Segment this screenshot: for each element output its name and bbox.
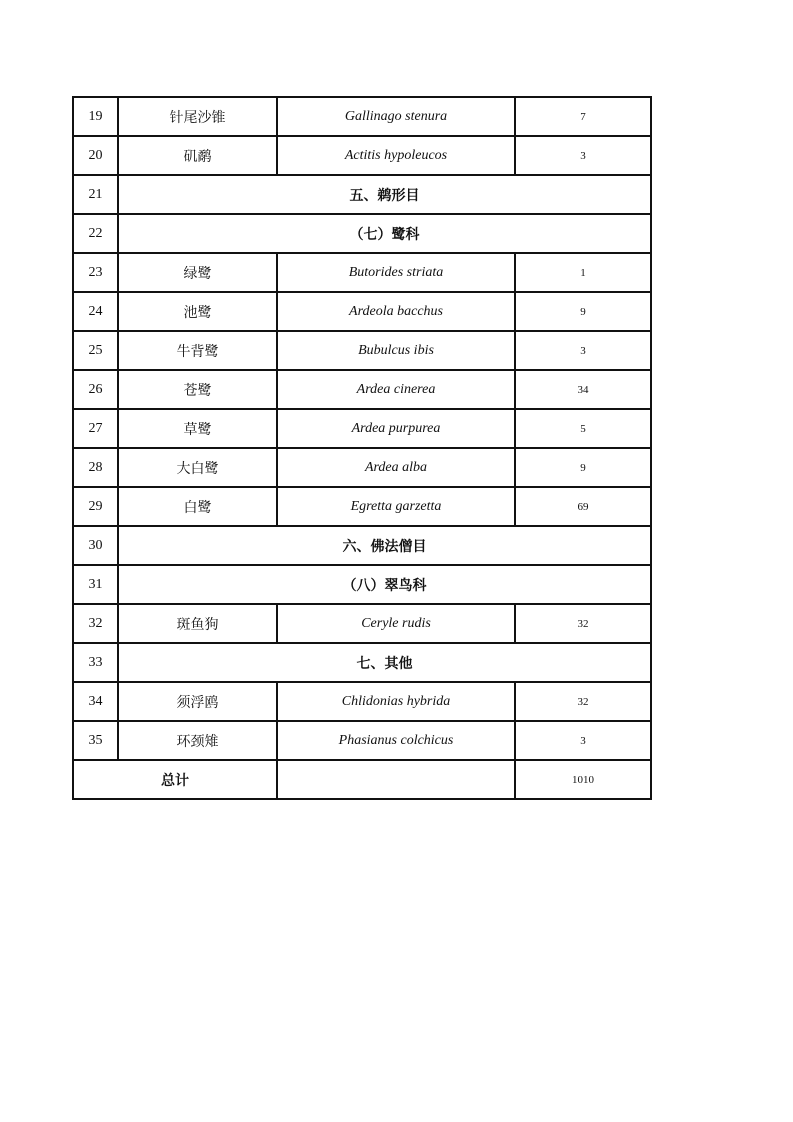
- scientific-name: Gallinago stenura: [277, 97, 515, 136]
- chinese-name: 大白鹭: [118, 448, 277, 487]
- individual-count: 1: [515, 253, 651, 292]
- individual-count: 3: [515, 136, 651, 175]
- species-row: [73, 448, 651, 487]
- row-index: 31: [73, 565, 118, 604]
- chinese-name: 斑鱼狗: [118, 604, 277, 643]
- individual-count: 32: [515, 604, 651, 643]
- species-row: [73, 604, 651, 643]
- scientific-name: Phasianus colchicus: [277, 721, 515, 760]
- individual-count: 7: [515, 97, 651, 136]
- scientific-name: Ardeola bacchus: [277, 292, 515, 331]
- chinese-name: 环颈雉: [118, 721, 277, 760]
- individual-count: 3: [515, 331, 651, 370]
- scientific-name: Ceryle rudis: [277, 604, 515, 643]
- table-body: [73, 97, 651, 799]
- group-heading: （七）鹭科: [118, 214, 651, 253]
- individual-count: 5: [515, 409, 651, 448]
- chinese-name: 须浮鸥: [118, 682, 277, 721]
- total-blank-cell: [277, 760, 515, 799]
- row-index: 22: [73, 214, 118, 253]
- row-index: 26: [73, 370, 118, 409]
- species-table-container: [72, 96, 652, 800]
- species-row: [73, 721, 651, 760]
- chinese-name: 针尾沙锥: [118, 97, 277, 136]
- species-row: [73, 97, 651, 136]
- species-count-table: [72, 96, 652, 800]
- row-index: 34: [73, 682, 118, 721]
- scientific-name: Ardea alba: [277, 448, 515, 487]
- individual-count: 32: [515, 682, 651, 721]
- row-index: 21: [73, 175, 118, 214]
- group-row: [73, 526, 651, 565]
- row-index: 35: [73, 721, 118, 760]
- chinese-name: 苍鹭: [118, 370, 277, 409]
- scientific-name: Egretta garzetta: [277, 487, 515, 526]
- row-index: 29: [73, 487, 118, 526]
- row-index: 25: [73, 331, 118, 370]
- individual-count: 9: [515, 448, 651, 487]
- individual-count: 3: [515, 721, 651, 760]
- species-row: [73, 136, 651, 175]
- row-index: 23: [73, 253, 118, 292]
- scientific-name: Ardea cinerea: [277, 370, 515, 409]
- group-heading: 七、其他: [118, 643, 651, 682]
- chinese-name: 牛背鹭: [118, 331, 277, 370]
- species-row: [73, 331, 651, 370]
- species-row: [73, 370, 651, 409]
- group-row: [73, 565, 651, 604]
- scientific-name: Butorides striata: [277, 253, 515, 292]
- total-count: 1010: [515, 760, 651, 799]
- row-index: 20: [73, 136, 118, 175]
- row-index: 27: [73, 409, 118, 448]
- chinese-name: 矶鹬: [118, 136, 277, 175]
- row-index: 30: [73, 526, 118, 565]
- group-heading: 六、佛法僧目: [118, 526, 651, 565]
- row-index: 32: [73, 604, 118, 643]
- chinese-name: 草鹭: [118, 409, 277, 448]
- individual-count: 34: [515, 370, 651, 409]
- group-row: [73, 175, 651, 214]
- group-heading: （八）翠鸟科: [118, 565, 651, 604]
- row-index: 28: [73, 448, 118, 487]
- group-heading: 五、鹈形目: [118, 175, 651, 214]
- chinese-name: 白鹭: [118, 487, 277, 526]
- scientific-name: Ardea purpurea: [277, 409, 515, 448]
- row-index: 19: [73, 97, 118, 136]
- chinese-name: 绿鹭: [118, 253, 277, 292]
- total-label: 总计: [73, 760, 277, 799]
- species-row: [73, 487, 651, 526]
- group-row: [73, 214, 651, 253]
- scientific-name: Actitis hypoleucos: [277, 136, 515, 175]
- species-row: [73, 409, 651, 448]
- row-index: 33: [73, 643, 118, 682]
- individual-count: 9: [515, 292, 651, 331]
- species-row: [73, 292, 651, 331]
- species-row: [73, 253, 651, 292]
- scientific-name: Chlidonias hybrida: [277, 682, 515, 721]
- individual-count: 69: [515, 487, 651, 526]
- species-row: [73, 682, 651, 721]
- group-row: [73, 643, 651, 682]
- scientific-name: Bubulcus ibis: [277, 331, 515, 370]
- total-row: [73, 760, 651, 799]
- row-index: 24: [73, 292, 118, 331]
- chinese-name: 池鹭: [118, 292, 277, 331]
